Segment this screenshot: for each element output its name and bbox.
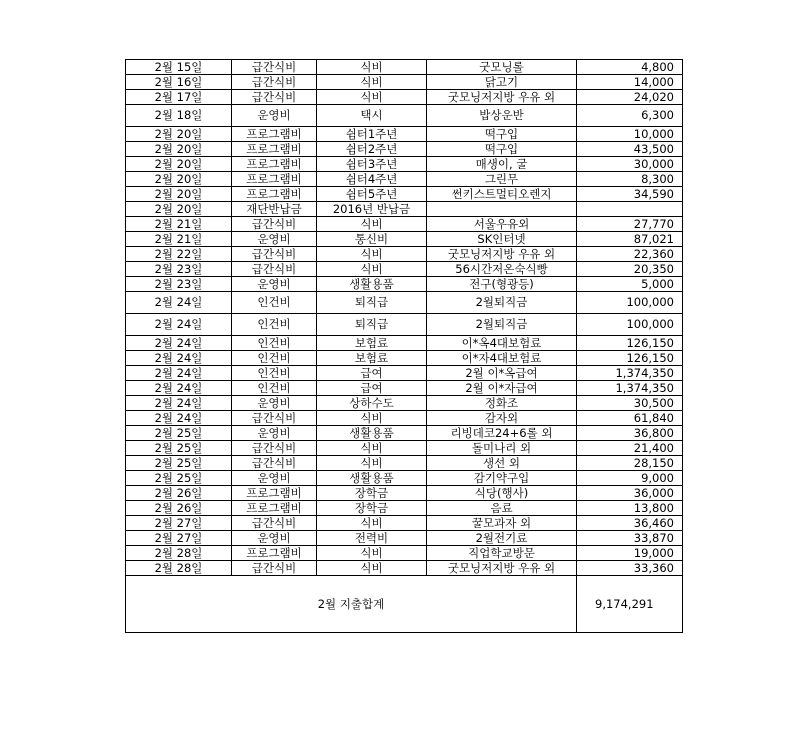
item-cell: 생활용품 [317,277,427,292]
item-cell: 퇴직급 [317,292,427,314]
ledger-body [126,60,683,576]
detail-cell: 굿모닝저지방 우유 외 [427,247,577,262]
category-cell: 급간식비 [232,247,317,262]
expense-ledger-table [125,59,683,633]
amount-cell: 100,000 [577,292,683,314]
detail-cell: 2월퇴직금 [427,292,577,314]
category-cell: 인건비 [232,292,317,314]
date-cell: 2월 20일 [126,127,232,142]
table-row [126,277,683,292]
date-cell: 2월 28일 [126,546,232,561]
detail-cell: 서울우유외 [427,217,577,232]
category-cell: 급간식비 [232,60,317,75]
date-cell: 2월 20일 [126,142,232,157]
date-cell: 2월 23일 [126,262,232,277]
detail-cell: 돌미나리 외 [427,441,577,456]
date-cell: 2월 21일 [126,232,232,247]
table-row [126,396,683,411]
amount-cell: 5,000 [577,277,683,292]
item-cell: 쉼터1주년 [317,127,427,142]
category-cell: 급간식비 [232,75,317,90]
amount-cell: 6,300 [577,105,683,127]
amount-cell: 20,350 [577,262,683,277]
table-row [126,157,683,172]
category-cell: 급간식비 [232,441,317,456]
table-row [126,501,683,516]
date-cell: 2월 24일 [126,366,232,381]
amount-cell: 10,000 [577,127,683,142]
item-cell: 2016년 반납금 [317,202,427,217]
amount-cell: 9,000 [577,471,683,486]
date-cell: 2월 24일 [126,396,232,411]
table-row [126,202,683,217]
table-row [126,172,683,187]
amount-cell: 126,150 [577,351,683,366]
category-cell: 급간식비 [232,411,317,426]
detail-cell: 이*옥4대보험료 [427,336,577,351]
table-row [126,75,683,90]
detail-cell: 전구(형광등) [427,277,577,292]
table-row [126,546,683,561]
date-cell: 2월 20일 [126,187,232,202]
amount-cell: 36,000 [577,486,683,501]
detail-cell: 이*자4대보험료 [427,351,577,366]
detail-cell: 2월퇴직금 [427,314,577,336]
category-cell: 급간식비 [232,516,317,531]
detail-cell: 굿모닝저지방 우유 외 [427,561,577,576]
detail-cell: 직업학교방문 [427,546,577,561]
table-row [126,486,683,501]
detail-cell: 정화조 [427,396,577,411]
table-row [126,441,683,456]
date-cell: 2월 25일 [126,441,232,456]
category-cell: 급간식비 [232,561,317,576]
detail-cell: 2월 이*자급여 [427,381,577,396]
detail-cell: 굿모닝저지방 우유 외 [427,90,577,105]
category-cell: 재단반납금 [232,202,317,217]
date-cell: 2월 24일 [126,314,232,336]
table-row [126,381,683,396]
category-cell: 운영비 [232,396,317,411]
table-row [126,516,683,531]
amount-cell: 28,150 [577,456,683,471]
date-cell: 2월 24일 [126,381,232,396]
category-cell: 프로그램비 [232,187,317,202]
detail-cell: 2월 이*옥급여 [427,366,577,381]
table-row [126,262,683,277]
detail-cell: 닭고기 [427,75,577,90]
detail-cell: 감자외 [427,411,577,426]
amount-cell: 4,800 [577,60,683,75]
date-cell: 2월 18일 [126,105,232,127]
item-cell: 식비 [317,561,427,576]
amount-cell: 30,500 [577,396,683,411]
category-cell: 인건비 [232,381,317,396]
amount-cell: 13,800 [577,501,683,516]
table-row [126,426,683,441]
amount-cell [577,202,683,217]
detail-cell: 감기약구입 [427,471,577,486]
table-row [126,336,683,351]
amount-cell: 1,374,350 [577,381,683,396]
category-cell: 운영비 [232,471,317,486]
detail-cell: 식당(행사) [427,486,577,501]
table-row [126,217,683,232]
detail-cell: 56시간저온숙식빵 [427,262,577,277]
item-cell: 쉼터2주년 [317,142,427,157]
item-cell: 식비 [317,75,427,90]
item-cell: 상하수도 [317,396,427,411]
item-cell: 급여 [317,381,427,396]
item-cell: 보험료 [317,351,427,366]
total-label: 2월 지출합계 [126,576,577,633]
item-cell: 식비 [317,90,427,105]
date-cell: 2월 27일 [126,531,232,546]
item-cell: 전력비 [317,531,427,546]
detail-cell: 꿀모과자 외 [427,516,577,531]
date-cell: 2월 24일 [126,292,232,314]
item-cell: 식비 [317,411,427,426]
amount-cell: 33,870 [577,531,683,546]
amount-cell: 8,300 [577,172,683,187]
detail-cell: 떡구입 [427,127,577,142]
category-cell: 운영비 [232,105,317,127]
category-cell: 프로그램비 [232,142,317,157]
amount-cell: 43,500 [577,142,683,157]
item-cell: 택시 [317,105,427,127]
item-cell: 쉼터4주년 [317,172,427,187]
category-cell: 운영비 [232,232,317,247]
item-cell: 식비 [317,262,427,277]
date-cell: 2월 25일 [126,471,232,486]
amount-cell: 126,150 [577,336,683,351]
table-row [126,351,683,366]
table-row [126,247,683,262]
detail-cell: 2월전기료 [427,531,577,546]
table-row [126,561,683,576]
detail-cell [427,202,577,217]
table-row [126,187,683,202]
table-row [126,366,683,381]
date-cell: 2월 27일 [126,516,232,531]
item-cell: 식비 [317,217,427,232]
detail-cell: 굿모닝롤 [427,60,577,75]
detail-cell: 음료 [427,501,577,516]
detail-cell: 리빙데코24+6롤 외 [427,426,577,441]
category-cell: 프로그램비 [232,127,317,142]
category-cell: 급간식비 [232,217,317,232]
detail-cell: 썬키스트멀티오렌지 [427,187,577,202]
category-cell: 급간식비 [232,90,317,105]
detail-cell: 생선 외 [427,456,577,471]
table-row [126,471,683,486]
table-row [126,232,683,247]
table-row [126,105,683,127]
category-cell: 프로그램비 [232,486,317,501]
date-cell: 2월 25일 [126,456,232,471]
date-cell: 2월 24일 [126,351,232,366]
date-cell: 2월 23일 [126,277,232,292]
date-cell: 2월 20일 [126,172,232,187]
category-cell: 프로그램비 [232,501,317,516]
category-cell: 급간식비 [232,262,317,277]
date-cell: 2월 26일 [126,486,232,501]
table-row [126,292,683,314]
date-cell: 2월 16일 [126,75,232,90]
date-cell: 2월 21일 [126,217,232,232]
total-amount: 9,174,291 [577,576,683,633]
category-cell: 운영비 [232,277,317,292]
amount-cell: 21,400 [577,441,683,456]
total-row [126,576,683,633]
category-cell: 프로그램비 [232,172,317,187]
table-row [126,142,683,157]
amount-cell: 19,000 [577,546,683,561]
detail-cell: 매생이, 굴 [427,157,577,172]
category-cell: 급간식비 [232,456,317,471]
category-cell: 인건비 [232,314,317,336]
amount-cell: 33,360 [577,561,683,576]
table-row [126,127,683,142]
date-cell: 2월 28일 [126,561,232,576]
item-cell: 식비 [317,546,427,561]
detail-cell: 떡구입 [427,142,577,157]
amount-cell: 34,590 [577,187,683,202]
date-cell: 2월 25일 [126,426,232,441]
item-cell: 식비 [317,456,427,471]
date-cell: 2월 26일 [126,501,232,516]
item-cell: 식비 [317,441,427,456]
date-cell: 2월 17일 [126,90,232,105]
item-cell: 생활용품 [317,426,427,441]
amount-cell: 36,460 [577,516,683,531]
amount-cell: 24,020 [577,90,683,105]
amount-cell: 100,000 [577,314,683,336]
category-cell: 프로그램비 [232,157,317,172]
item-cell: 식비 [317,516,427,531]
date-cell: 2월 24일 [126,411,232,426]
item-cell: 생활용품 [317,471,427,486]
table-row [126,531,683,546]
category-cell: 인건비 [232,336,317,351]
item-cell: 보험료 [317,336,427,351]
item-cell: 식비 [317,60,427,75]
amount-cell: 30,000 [577,157,683,172]
date-cell: 2월 24일 [126,336,232,351]
amount-cell: 1,374,350 [577,366,683,381]
table-row [126,456,683,471]
date-cell: 2월 20일 [126,157,232,172]
date-cell: 2월 22일 [126,247,232,262]
item-cell: 쉼터3주년 [317,157,427,172]
amount-cell: 14,000 [577,75,683,90]
item-cell: 통신비 [317,232,427,247]
date-cell: 2월 15일 [126,60,232,75]
amount-cell: 22,360 [577,247,683,262]
item-cell: 급여 [317,366,427,381]
amount-cell: 27,770 [577,217,683,232]
table-row [126,60,683,75]
amount-cell: 87,021 [577,232,683,247]
item-cell: 장학금 [317,486,427,501]
category-cell: 인건비 [232,351,317,366]
item-cell: 장학금 [317,501,427,516]
category-cell: 프로그램비 [232,546,317,561]
item-cell: 쉼터5주년 [317,187,427,202]
item-cell: 식비 [317,247,427,262]
item-cell: 퇴직급 [317,314,427,336]
table-row [126,411,683,426]
amount-cell: 61,840 [577,411,683,426]
category-cell: 운영비 [232,426,317,441]
table-row [126,90,683,105]
detail-cell: 밥상운반 [427,105,577,127]
amount-cell: 36,800 [577,426,683,441]
date-cell: 2월 20일 [126,202,232,217]
category-cell: 운영비 [232,531,317,546]
detail-cell: 그린무 [427,172,577,187]
category-cell: 인건비 [232,366,317,381]
table-row [126,314,683,336]
detail-cell: SK인터넷 [427,232,577,247]
